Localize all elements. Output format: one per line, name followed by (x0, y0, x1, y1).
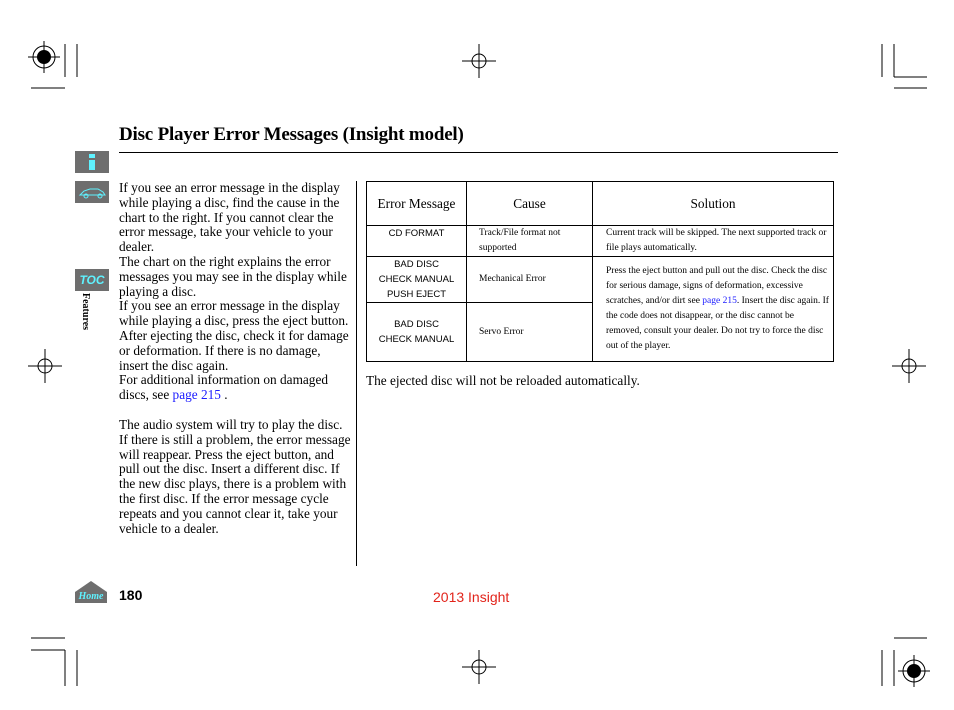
additional-info-text: For additional information on damaged discs, see (119, 372, 329, 403)
paragraph-eject: If you see an error message in the display while playing a disc, press the eject button. After ejecting the disc, check it for damage or deformation. If there is no damage, insert the disc again. (119, 298, 349, 373)
eject-note: The ejected disc will not be reloaded automatically. (366, 373, 640, 388)
solution-cd-format: Current track will be skipped. The next supported track or file plays automatically. (593, 226, 834, 257)
paragraph-gap (119, 403, 351, 418)
table-row (367, 257, 834, 303)
home-icon[interactable] (73, 580, 109, 604)
info-glyph-icon (75, 151, 109, 173)
paragraph-chart-explanation: The chart on the right explains the error messages you may see in the display while playing a disc. (119, 253, 347, 299)
solution-text-cont: . Insert the disc again. If the code does not disappear, or the disc cannot be removed, consult your dealer. Do not try to force the disc out of the player. (606, 296, 829, 351)
page-215-link[interactable]: page 215 (172, 387, 221, 403)
home-label: Home (78, 591, 104, 602)
message-line: BAD DISC (394, 259, 439, 270)
solution-page-215-link[interactable]: page 215 (702, 296, 737, 306)
paragraph-intro: If you see an error message in the display while playing a disc, find the cause in the chart to the right. If you cannot clear the error message, take your vehicle to your dealer. (119, 180, 340, 255)
header-cause: Cause (467, 182, 593, 226)
additional-info-suffix: . (220, 387, 228, 403)
page-title: Disc Player Error Messages (Insight model) (119, 124, 464, 145)
cause-cd-format: Track/File format not supported (467, 226, 593, 257)
left-column (119, 181, 351, 536)
solution-text: Press the eject button and pull out the disc. Check the disc for serious damage, signs of deformation, excessive scratches, and/or dirt see (606, 266, 828, 306)
message-line: CHECK MANUAL (378, 274, 455, 285)
footer-model: 2013 Insight (433, 589, 510, 605)
car-icon[interactable] (75, 181, 109, 203)
message-line: BAD DISC (394, 319, 439, 330)
table-header-row (367, 182, 834, 226)
cause-servo: Servo Error (467, 303, 593, 362)
info-icon[interactable] (75, 151, 109, 173)
title-rule (119, 152, 838, 153)
cause-mechanical: Mechanical Error (467, 257, 593, 303)
page-number: 180 (119, 587, 143, 603)
paragraph-retry: The audio system will try to play the disc. If there is still a problem, the error message will reappear. Press the eject button, and pull out the disc. Insert a different disc. If the new disc plays, there is a problem with the first disc. If the error message cycle repeats and you cannot clear it, take your vehicle to a dealer. (119, 416, 351, 536)
section-label: Features (80, 293, 91, 331)
header-solution: Solution (593, 182, 834, 226)
header-error-message: Error Message (367, 182, 467, 226)
error-message-servo (367, 303, 467, 362)
car-outline-icon (75, 181, 109, 203)
message-line: PUSH EJECT (386, 289, 447, 300)
column-divider (356, 181, 357, 566)
error-message-cd-format: CD FORMAT (367, 226, 467, 257)
error-message-table (366, 181, 834, 362)
solution-bad-disc (593, 257, 834, 362)
table-row (367, 226, 834, 257)
paragraph-additional-info (119, 373, 351, 403)
message-line: CHECK MANUAL (378, 334, 455, 345)
toc-label: TOC (79, 273, 105, 287)
toc-button[interactable] (75, 269, 109, 291)
error-message-mechanical (367, 257, 467, 303)
